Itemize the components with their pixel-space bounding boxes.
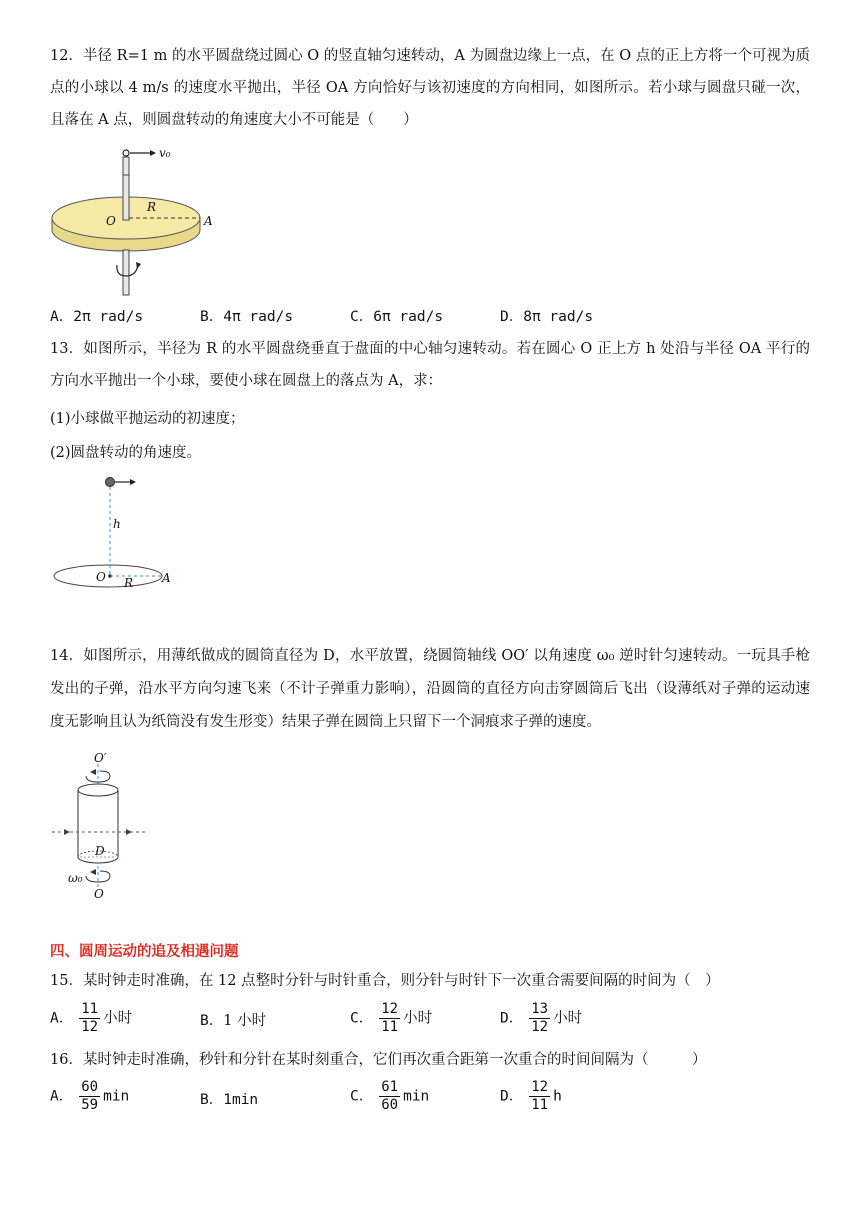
q12-option-a: A．2π rad/s — [50, 309, 144, 325]
q14-omega-label: ω₀ — [68, 871, 83, 885]
q15-option-b: B．1 小时 — [200, 1013, 267, 1029]
q14-O-label: O — [94, 887, 104, 901]
q13-O-label: O — [96, 570, 106, 584]
q12-option-d: D．8π rad/s — [500, 309, 594, 325]
q14-figure-cylinder — [50, 752, 160, 902]
q13-sub2: (2)圆盘转动的角速度。 — [50, 445, 202, 461]
q13-sub1: (1)小球做平抛运动的初速度； — [50, 411, 245, 427]
q15-text: 15．某时钟走时准确，在 12 点整时分针与时针重合，则分针与时针下一次重合需要间隔的时间为（ ） — [50, 973, 720, 989]
q15-option-a: A． $\frac{11}{12}$ 小时 — [50, 1001, 133, 1035]
q13-h-label: h — [113, 517, 121, 531]
q15-option-c: C． $\frac{12}{11}$ 小时 — [350, 1001, 433, 1035]
q13-figure-disk — [50, 472, 180, 592]
q16-text: 16．某时钟走时准确，秒针和分针在某时刻重合，它们再次重合距第一次重合的时间间隔为（ ） — [50, 1052, 707, 1068]
q12-A-label: A — [204, 214, 213, 228]
q12-R-label: R — [147, 200, 157, 214]
q12-option-c: C．6π rad/s — [350, 309, 444, 325]
q12-O-label: O — [106, 214, 116, 228]
q14-text: 14．如图所示，用薄纸做成的圆筒直径为 D，水平放置，绕圆筒轴线 OO′ 以角速度 ω₀ 逆时针匀速转动。一玩具手枪发出的子弹，沿水平方向匀速飞来（不计子弹重力影响），沿圆筒的直径方向击穿圆筒后飞出（设薄纸对子弹的运动速度无影响且认为纸筒没有发生形变）结果子弹在圆筒上只留下一个洞痕求子弹的速度。 — [50, 648, 810, 730]
q14-D-label: D — [95, 844, 105, 858]
q16-option-a: A． $\frac{60}{59}$ min — [50, 1079, 130, 1113]
q12-text: 12．半径 R=1 m 的水平圆盘绕过圆心 O 的竖直轴匀速转动，A 为圆盘边缘上一点，在 O 点的正上方将一个可视为质点的小球以 4 m/s 的速度水平抛出，半径 OA 方向恰好与该初速度的方向相同，如图所示。若小球与圆盘只碰一次，且落在 A 点，则圆盘转动的角速度大小不可能是（ ） — [50, 48, 810, 128]
q13-A-label: A — [162, 571, 171, 585]
q12-figure-disk — [50, 145, 220, 300]
q16-option-c: C． $\frac{61}{60}$ min — [350, 1079, 430, 1113]
q12-option-b: B．4π rad/s — [200, 309, 294, 325]
q13-R-label: R — [124, 576, 134, 590]
q15-option-d: D． $\frac{13}{12}$ 小时 — [500, 1001, 583, 1035]
section-heading: 四、圆周运动的追及相遇问题 — [50, 944, 239, 960]
q12-v0-label: v₀ — [159, 146, 171, 160]
q13-text: 13．如图所示，半径为 R 的水平圆盘绕垂直于盘面的中心轴匀速转动。若在圆心 O 正上方 h 处沿与半径 OA 平行的方向水平抛出一个小球，要使小球在圆盘上的落点为 A，求： — [50, 341, 810, 389]
q16-option-b: B．1min — [200, 1092, 259, 1108]
q16-option-d: D． $\frac{12}{11}$ h — [500, 1079, 562, 1113]
q14-Oprime-label: O′ — [94, 751, 107, 765]
